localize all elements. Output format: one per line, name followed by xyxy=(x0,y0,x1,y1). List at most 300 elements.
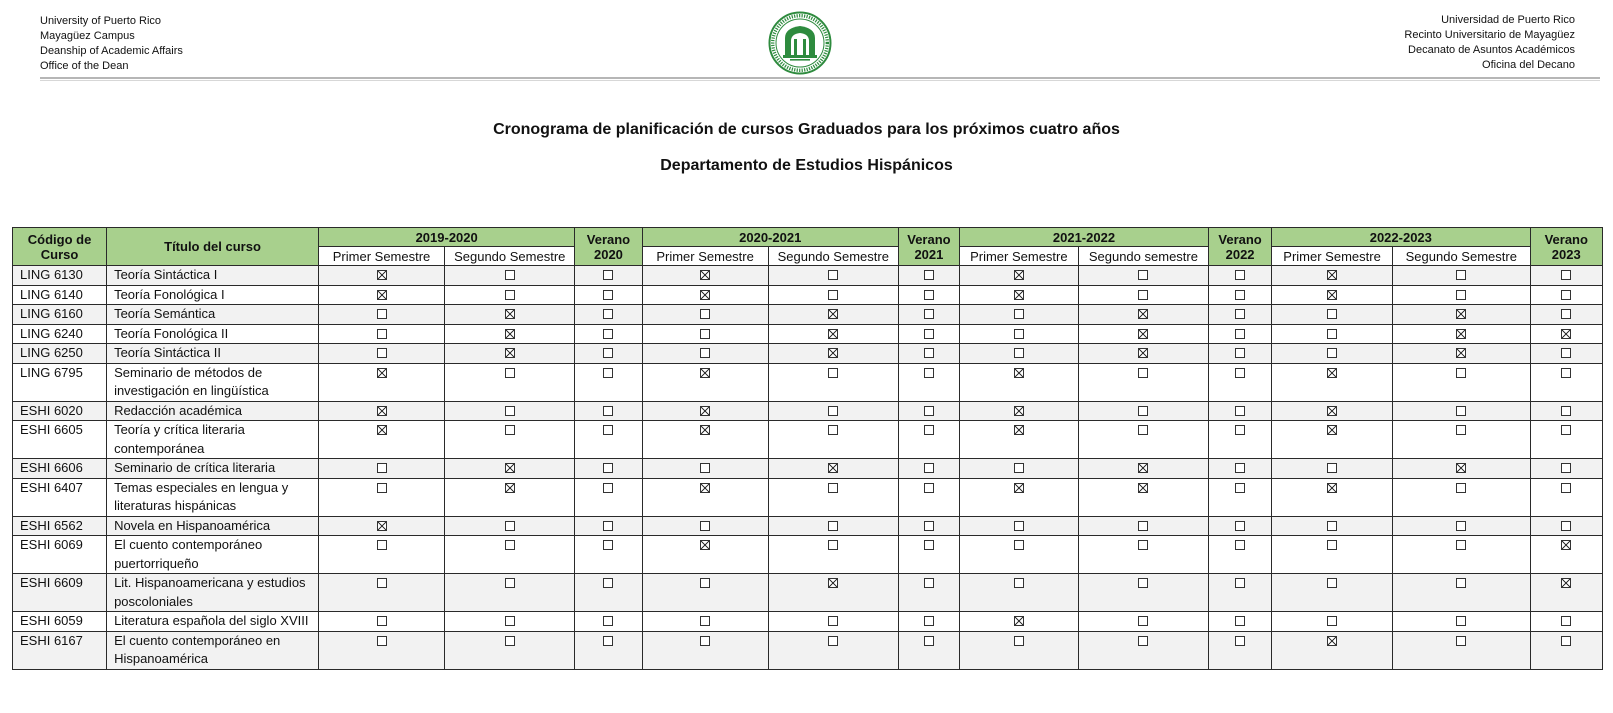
table-row xyxy=(13,516,1603,536)
schedule-cell xyxy=(1272,459,1393,479)
unchecked-box-icon[interactable] xyxy=(924,348,934,358)
unchecked-box-icon[interactable] xyxy=(1327,578,1337,588)
checked-box-icon[interactable] xyxy=(1327,425,1337,435)
course-code: LING 6140 xyxy=(13,285,107,305)
unchecked-box-icon[interactable] xyxy=(1561,348,1571,358)
course-title: El cuento contemporáneo puertorriqueño xyxy=(107,536,319,574)
unchecked-box-icon[interactable] xyxy=(505,616,515,626)
checked-box-icon[interactable] xyxy=(377,290,387,300)
unchecked-box-icon[interactable] xyxy=(1138,425,1148,435)
checked-box-icon[interactable] xyxy=(700,368,710,378)
schedule-cell xyxy=(1078,478,1208,516)
checked-box-icon[interactable] xyxy=(1014,368,1024,378)
unchecked-box-icon[interactable] xyxy=(924,463,934,473)
unchecked-box-icon[interactable] xyxy=(603,270,613,280)
unchecked-box-icon[interactable] xyxy=(1456,540,1466,550)
unchecked-box-icon[interactable] xyxy=(1235,483,1245,493)
checked-box-icon[interactable] xyxy=(1561,329,1571,339)
schedule-cell xyxy=(1530,266,1602,286)
schedule-cell xyxy=(1393,266,1531,286)
unchecked-box-icon[interactable] xyxy=(1327,521,1337,531)
unchecked-box-icon[interactable] xyxy=(924,270,934,280)
unchecked-box-icon[interactable] xyxy=(1138,578,1148,588)
checked-box-icon[interactable] xyxy=(1456,329,1466,339)
checked-box-icon[interactable] xyxy=(1327,636,1337,646)
schedule-cell xyxy=(575,536,642,574)
schedule-cell xyxy=(575,574,642,612)
semester-header: Segundo semestre xyxy=(1078,247,1208,266)
schedule-cell xyxy=(642,344,768,364)
schedule-cell xyxy=(1209,536,1272,574)
course-title: Teoría Semántica xyxy=(107,305,319,325)
unchecked-box-icon[interactable] xyxy=(1456,483,1466,493)
checked-box-icon[interactable] xyxy=(1014,483,1024,493)
table-row xyxy=(13,401,1603,421)
unchecked-box-icon[interactable] xyxy=(1138,270,1148,280)
unchecked-box-icon[interactable] xyxy=(1235,463,1245,473)
course-code: LING 6250 xyxy=(13,344,107,364)
checked-box-icon[interactable] xyxy=(1327,270,1337,280)
unchecked-box-icon[interactable] xyxy=(1235,329,1245,339)
schedule-cell xyxy=(1209,421,1272,459)
schedule-cell xyxy=(959,266,1078,286)
unchecked-box-icon[interactable] xyxy=(1561,483,1571,493)
unchecked-box-icon[interactable] xyxy=(1235,406,1245,416)
unchecked-box-icon[interactable] xyxy=(603,309,613,319)
unchecked-box-icon[interactable] xyxy=(700,636,710,646)
unchecked-box-icon[interactable] xyxy=(1138,521,1148,531)
unchecked-box-icon[interactable] xyxy=(700,616,710,626)
checked-box-icon[interactable] xyxy=(1014,616,1024,626)
unchecked-box-icon[interactable] xyxy=(603,368,613,378)
schedule-cell xyxy=(768,536,898,574)
unchecked-box-icon[interactable] xyxy=(377,578,387,588)
course-title: El cuento contemporáneo en Hispanoamérica xyxy=(107,631,319,669)
unchecked-box-icon[interactable] xyxy=(924,521,934,531)
header-spanish-block xyxy=(1404,13,1575,73)
schedule-cell xyxy=(959,612,1078,632)
schedule-cell xyxy=(642,516,768,536)
checked-box-icon[interactable] xyxy=(828,329,838,339)
schedule-cell xyxy=(1209,324,1272,344)
unchecked-box-icon[interactable] xyxy=(1456,521,1466,531)
schedule-cell xyxy=(1393,631,1531,669)
unchecked-box-icon[interactable] xyxy=(1561,290,1571,300)
unchecked-box-icon[interactable] xyxy=(1456,406,1466,416)
checked-box-icon[interactable] xyxy=(1561,540,1571,550)
unchecked-box-icon[interactable] xyxy=(377,483,387,493)
schedule-cell xyxy=(318,401,444,421)
unchecked-box-icon[interactable] xyxy=(1138,616,1148,626)
department-title: Departamento de Estudios Hispánicos xyxy=(660,157,953,174)
checked-box-icon[interactable] xyxy=(505,483,515,493)
unchecked-box-icon[interactable] xyxy=(1014,348,1024,358)
schedule-cell xyxy=(318,536,444,574)
unchecked-box-icon[interactable] xyxy=(1561,463,1571,473)
unchecked-box-icon[interactable] xyxy=(1561,616,1571,626)
course-title: Seminario de métodos de investigación en lingüística xyxy=(107,363,319,401)
unchecked-box-icon[interactable] xyxy=(924,290,934,300)
unchecked-box-icon[interactable] xyxy=(1014,521,1024,531)
unchecked-box-icon[interactable] xyxy=(1327,309,1337,319)
checked-box-icon[interactable] xyxy=(1014,406,1024,416)
checked-box-icon[interactable] xyxy=(1456,463,1466,473)
schedule-cell xyxy=(898,631,959,669)
unchecked-box-icon[interactable] xyxy=(603,636,613,646)
unchecked-box-icon[interactable] xyxy=(700,578,710,588)
checked-box-icon[interactable] xyxy=(1327,368,1337,378)
semester-header: Segundo Semestre xyxy=(1393,247,1531,266)
course-code: ESHI 6407 xyxy=(13,478,107,516)
schedule-cell xyxy=(1393,305,1531,325)
checked-box-icon[interactable] xyxy=(1327,483,1337,493)
unchecked-box-icon[interactable] xyxy=(1138,368,1148,378)
checked-box-icon[interactable] xyxy=(1327,406,1337,416)
unchecked-box-icon[interactable] xyxy=(505,290,515,300)
unchecked-box-icon[interactable] xyxy=(1014,578,1024,588)
schedule-cell xyxy=(1209,478,1272,516)
unchecked-box-icon[interactable] xyxy=(924,483,934,493)
unchecked-box-icon[interactable] xyxy=(505,406,515,416)
unchecked-box-icon[interactable] xyxy=(828,290,838,300)
unchecked-box-icon[interactable] xyxy=(924,329,934,339)
checked-box-icon[interactable] xyxy=(1014,425,1024,435)
checked-box-icon[interactable] xyxy=(1327,290,1337,300)
unchecked-box-icon[interactable] xyxy=(828,483,838,493)
unchecked-box-icon[interactable] xyxy=(700,348,710,358)
unchecked-box-icon[interactable] xyxy=(1456,290,1466,300)
schedule-cell xyxy=(1078,401,1208,421)
unchecked-box-icon[interactable] xyxy=(924,616,934,626)
schedule-cell xyxy=(1272,344,1393,364)
unchecked-box-icon[interactable] xyxy=(700,309,710,319)
checked-box-icon[interactable] xyxy=(505,309,515,319)
schedule-cell xyxy=(318,459,444,479)
unchecked-box-icon[interactable] xyxy=(603,463,613,473)
schedule-cell xyxy=(1078,305,1208,325)
unchecked-box-icon[interactable] xyxy=(1561,636,1571,646)
schedule-cell xyxy=(1078,344,1208,364)
unchecked-box-icon[interactable] xyxy=(1327,540,1337,550)
unchecked-box-icon[interactable] xyxy=(1456,425,1466,435)
unchecked-box-icon[interactable] xyxy=(828,616,838,626)
schedule-cell xyxy=(959,421,1078,459)
schedule-cell xyxy=(1530,574,1602,612)
unchecked-box-icon[interactable] xyxy=(377,463,387,473)
header-line: University of Puerto Rico xyxy=(40,15,162,27)
checked-box-icon[interactable] xyxy=(1138,483,1148,493)
unchecked-box-icon[interactable] xyxy=(505,368,515,378)
checked-box-icon[interactable] xyxy=(377,270,387,280)
unchecked-box-icon[interactable] xyxy=(603,616,613,626)
unchecked-box-icon[interactable] xyxy=(1561,521,1571,531)
schedule-cell xyxy=(1078,612,1208,632)
semester-header: Primer Semestre xyxy=(318,247,444,266)
unchecked-box-icon[interactable] xyxy=(828,406,838,416)
schedule-cell xyxy=(1209,459,1272,479)
unchecked-box-icon[interactable] xyxy=(603,578,613,588)
unchecked-box-icon[interactable] xyxy=(1235,368,1245,378)
schedule-cell xyxy=(642,305,768,325)
checked-box-icon[interactable] xyxy=(377,521,387,531)
unchecked-box-icon[interactable] xyxy=(1561,309,1571,319)
checked-box-icon[interactable] xyxy=(505,348,515,358)
unchecked-box-icon[interactable] xyxy=(924,368,934,378)
schedule-cell xyxy=(1078,363,1208,401)
course-code: ESHI 6020 xyxy=(13,401,107,421)
checked-box-icon[interactable] xyxy=(377,406,387,416)
unchecked-box-icon[interactable] xyxy=(1456,270,1466,280)
unchecked-box-icon[interactable] xyxy=(1014,636,1024,646)
unchecked-box-icon[interactable] xyxy=(603,425,613,435)
schedule-cell xyxy=(959,305,1078,325)
unchecked-box-icon[interactable] xyxy=(377,616,387,626)
unchecked-box-icon[interactable] xyxy=(700,521,710,531)
unchecked-box-icon[interactable] xyxy=(1327,616,1337,626)
unchecked-box-icon[interactable] xyxy=(1561,425,1571,435)
unchecked-box-icon[interactable] xyxy=(828,368,838,378)
schedule-cell xyxy=(1393,421,1531,459)
unchecked-box-icon[interactable] xyxy=(377,348,387,358)
unchecked-box-icon[interactable] xyxy=(1014,309,1024,319)
unchecked-box-icon[interactable] xyxy=(1014,329,1024,339)
checked-box-icon[interactable] xyxy=(828,348,838,358)
schedule-cell xyxy=(959,574,1078,612)
unchecked-box-icon[interactable] xyxy=(505,270,515,280)
unchecked-box-icon[interactable] xyxy=(603,483,613,493)
course-title: Teoría Sintáctica I xyxy=(107,266,319,286)
table-row xyxy=(13,478,1603,516)
unchecked-box-icon[interactable] xyxy=(828,425,838,435)
schedule-cell xyxy=(445,631,575,669)
checked-box-icon[interactable] xyxy=(828,578,838,588)
unchecked-box-icon[interactable] xyxy=(377,636,387,646)
schedule-cell xyxy=(768,516,898,536)
schedule-cell xyxy=(1078,631,1208,669)
unchecked-box-icon[interactable] xyxy=(505,636,515,646)
unchecked-box-icon[interactable] xyxy=(924,425,934,435)
course-title: Novela en Hispanoamérica xyxy=(107,516,319,536)
schedule-cell xyxy=(768,631,898,669)
schedule-cell xyxy=(445,612,575,632)
checked-box-icon[interactable] xyxy=(700,270,710,280)
schedule-cell xyxy=(768,421,898,459)
checked-box-icon[interactable] xyxy=(1138,329,1148,339)
unchecked-box-icon[interactable] xyxy=(505,521,515,531)
unchecked-box-icon[interactable] xyxy=(700,463,710,473)
unchecked-box-icon[interactable] xyxy=(1235,636,1245,646)
university-seal-icon xyxy=(768,11,832,75)
unchecked-box-icon[interactable] xyxy=(1561,406,1571,416)
schedule-cell xyxy=(898,421,959,459)
unchecked-box-icon[interactable] xyxy=(1327,463,1337,473)
course-title: Teoría Sintáctica II xyxy=(107,344,319,364)
unchecked-box-icon[interactable] xyxy=(1235,540,1245,550)
schedule-cell xyxy=(959,516,1078,536)
schedule-cell xyxy=(575,478,642,516)
unchecked-box-icon[interactable] xyxy=(1327,329,1337,339)
unchecked-box-icon[interactable] xyxy=(1014,540,1024,550)
unchecked-box-icon[interactable] xyxy=(1235,290,1245,300)
checked-box-icon[interactable] xyxy=(505,463,515,473)
unchecked-box-icon[interactable] xyxy=(828,270,838,280)
unchecked-box-icon[interactable] xyxy=(1235,616,1245,626)
schedule-cell xyxy=(1530,344,1602,364)
unchecked-box-icon[interactable] xyxy=(1138,540,1148,550)
unchecked-box-icon[interactable] xyxy=(1235,348,1245,358)
checked-box-icon[interactable] xyxy=(828,463,838,473)
unchecked-box-icon[interactable] xyxy=(603,348,613,358)
summer-header: Verano 2021 xyxy=(898,228,959,266)
schedule-cell xyxy=(1530,401,1602,421)
unchecked-box-icon[interactable] xyxy=(1456,578,1466,588)
unchecked-box-icon[interactable] xyxy=(377,309,387,319)
schedule-cell xyxy=(318,285,444,305)
schedule-cell xyxy=(575,516,642,536)
header-line: Mayagüez Campus xyxy=(40,30,135,42)
course-code-header: Código de Curso xyxy=(13,228,107,266)
unchecked-box-icon[interactable] xyxy=(700,329,710,339)
unchecked-box-icon[interactable] xyxy=(924,578,934,588)
schedule-cell xyxy=(1272,363,1393,401)
schedule-cell xyxy=(1272,324,1393,344)
unchecked-box-icon[interactable] xyxy=(603,521,613,531)
schedule-cell xyxy=(898,344,959,364)
course-code: ESHI 6167 xyxy=(13,631,107,669)
schedule-cell xyxy=(1393,459,1531,479)
unchecked-box-icon[interactable] xyxy=(1561,270,1571,280)
schedule-cell xyxy=(768,266,898,286)
checked-box-icon[interactable] xyxy=(700,425,710,435)
unchecked-box-icon[interactable] xyxy=(603,540,613,550)
unchecked-box-icon[interactable] xyxy=(924,406,934,416)
table-row xyxy=(13,363,1603,401)
unchecked-box-icon[interactable] xyxy=(1561,368,1571,378)
checked-box-icon[interactable] xyxy=(700,290,710,300)
schedule-cell xyxy=(1209,266,1272,286)
schedule-cell xyxy=(575,344,642,364)
schedule-cell xyxy=(1393,285,1531,305)
schedule-cell xyxy=(642,363,768,401)
schedule-cell xyxy=(898,401,959,421)
unchecked-box-icon[interactable] xyxy=(505,540,515,550)
course-title: Redacción académica xyxy=(107,401,319,421)
unchecked-box-icon[interactable] xyxy=(1327,348,1337,358)
checked-box-icon[interactable] xyxy=(1014,270,1024,280)
unchecked-box-icon[interactable] xyxy=(1235,521,1245,531)
unchecked-box-icon[interactable] xyxy=(377,540,387,550)
unchecked-box-icon[interactable] xyxy=(1456,636,1466,646)
unchecked-box-icon[interactable] xyxy=(505,578,515,588)
checked-box-icon[interactable] xyxy=(1138,348,1148,358)
unchecked-box-icon[interactable] xyxy=(1235,578,1245,588)
checked-box-icon[interactable] xyxy=(505,329,515,339)
checked-box-icon[interactable] xyxy=(1456,348,1466,358)
course-title-header: Título del curso xyxy=(107,228,319,266)
unchecked-box-icon[interactable] xyxy=(377,329,387,339)
schedule-cell xyxy=(1078,536,1208,574)
schedule-cell xyxy=(445,266,575,286)
schedule-cell xyxy=(445,324,575,344)
checked-box-icon[interactable] xyxy=(377,425,387,435)
table-row xyxy=(13,631,1603,669)
schedule-cell xyxy=(1272,478,1393,516)
schedule-cell xyxy=(642,631,768,669)
schedule-cell xyxy=(1209,516,1272,536)
schedule-cell xyxy=(768,459,898,479)
course-schedule-table xyxy=(12,227,1603,670)
unchecked-box-icon[interactable] xyxy=(828,636,838,646)
checked-box-icon[interactable] xyxy=(700,406,710,416)
schedule-cell xyxy=(318,363,444,401)
schedule-cell xyxy=(768,401,898,421)
schedule-cell xyxy=(1393,516,1531,536)
course-code: ESHI 6609 xyxy=(13,574,107,612)
checked-box-icon[interactable] xyxy=(1138,309,1148,319)
checked-box-icon[interactable] xyxy=(1138,463,1148,473)
schedule-cell xyxy=(768,305,898,325)
schedule-cell xyxy=(1209,285,1272,305)
schedule-cell xyxy=(1530,305,1602,325)
unchecked-box-icon[interactable] xyxy=(924,540,934,550)
schedule-cell xyxy=(642,459,768,479)
unchecked-box-icon[interactable] xyxy=(1235,270,1245,280)
schedule-cell xyxy=(1272,266,1393,286)
checked-box-icon[interactable] xyxy=(828,309,838,319)
schedule-cell xyxy=(959,363,1078,401)
schedule-cell xyxy=(1272,285,1393,305)
schedule-cell xyxy=(898,478,959,516)
unchecked-box-icon[interactable] xyxy=(603,290,613,300)
unchecked-box-icon[interactable] xyxy=(924,636,934,646)
schedule-cell xyxy=(1393,363,1531,401)
checked-box-icon[interactable] xyxy=(700,483,710,493)
checked-box-icon[interactable] xyxy=(377,368,387,378)
unchecked-box-icon[interactable] xyxy=(1138,290,1148,300)
schedule-cell xyxy=(318,612,444,632)
unchecked-box-icon[interactable] xyxy=(603,329,613,339)
checked-box-icon[interactable] xyxy=(1561,578,1571,588)
table-row xyxy=(13,574,1603,612)
unchecked-box-icon[interactable] xyxy=(1235,309,1245,319)
unchecked-box-icon[interactable] xyxy=(828,540,838,550)
unchecked-box-icon[interactable] xyxy=(924,309,934,319)
unchecked-box-icon[interactable] xyxy=(1456,616,1466,626)
schedule-cell xyxy=(445,344,575,364)
checked-box-icon[interactable] xyxy=(700,540,710,550)
schedule-cell xyxy=(1272,305,1393,325)
schedule-cell xyxy=(959,631,1078,669)
schedule-cell xyxy=(898,266,959,286)
unchecked-box-icon[interactable] xyxy=(1014,463,1024,473)
table-row xyxy=(13,344,1603,364)
schedule-body xyxy=(13,266,1603,670)
unchecked-box-icon[interactable] xyxy=(603,406,613,416)
course-code: LING 6160 xyxy=(13,305,107,325)
unchecked-box-icon[interactable] xyxy=(1138,636,1148,646)
checked-box-icon[interactable] xyxy=(1014,290,1024,300)
course-title: Temas especiales en lengua y literaturas hispánicas xyxy=(107,478,319,516)
unchecked-box-icon[interactable] xyxy=(1456,368,1466,378)
unchecked-box-icon[interactable] xyxy=(505,425,515,435)
header-line: Oficina del Decano xyxy=(1482,59,1575,71)
semester-header: Segundo Semestre xyxy=(445,247,575,266)
checked-box-icon[interactable] xyxy=(1456,309,1466,319)
unchecked-box-icon[interactable] xyxy=(1235,425,1245,435)
schedule-cell xyxy=(1393,324,1531,344)
unchecked-box-icon[interactable] xyxy=(1138,406,1148,416)
unchecked-box-icon[interactable] xyxy=(828,521,838,531)
